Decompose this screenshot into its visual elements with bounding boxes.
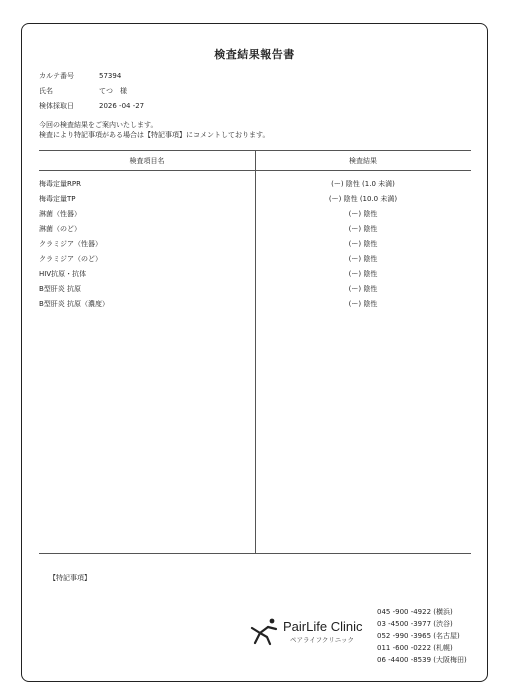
table-row [39,177,471,192]
phone-yokohama: 045 -900 -4922 (横浜) [377,608,453,616]
intro-line-1: 今回の検査結果をご案内いたします。 [39,121,158,129]
test-item-name: B型肝炎 抗原（濃度） [39,300,110,308]
patient-name-value: てつ 様 [99,86,127,95]
report-sheet [21,23,488,682]
test-item-name: 淋菌（性器） [39,210,81,218]
clinic-phone-list [377,607,467,667]
intro-text [39,120,269,140]
table-row [39,237,471,252]
test-item-name: B型肝炎 抗原 [39,285,82,293]
test-result: (ー) 陰性 [348,285,378,293]
test-item-name: クラミジア（のど） [39,255,102,263]
patient-name-label: 氏名 [39,86,53,95]
test-result: (ー) 陰性 [348,300,378,308]
test-item-name: 梅毒定量RPR [39,180,81,188]
test-result: (ー) 陰性 (10.0 未満) [328,195,398,203]
chart-number-row [39,68,144,83]
phone-nagoya: 052 -990 -3965 (名古屋) [377,632,460,640]
test-item-name: 淋菌（のど） [39,225,81,233]
chart-number-value: 57394 [99,71,122,80]
table-row [39,297,471,312]
table-row [39,267,471,282]
table-row [39,222,471,237]
test-result: (ー) 陰性 (1.0 未満) [331,180,395,188]
test-item-name: HIV抗原・抗体 [39,270,87,278]
intro-line-2: 検査により特記事項がある場合は【特記事項】にコメントしております。 [39,131,270,139]
collection-date-value: 2026 -04 -27 [99,101,145,110]
test-result: (ー) 陰性 [348,255,378,263]
clinic-name: PairLife Clinic [283,619,363,634]
test-result: (ー) 陰性 [348,225,378,233]
report-title: 検査結果報告書 [214,48,295,61]
clinic-name-kana: ペアライフクリニック [290,636,355,644]
table-row [39,252,471,267]
test-result: (ー) 陰性 [348,210,378,218]
test-result: (ー) 陰性 [348,270,378,278]
running-figure-icon [249,616,281,646]
special-notes-label: 【特記事項】 [49,574,91,582]
collection-date-label: 検体採取日 [39,101,74,110]
phone-osaka-umeda: 06 -4400 -8539 (大阪梅田) [377,656,467,664]
table-row [39,207,471,222]
chart-number-label: カルテ番号 [39,71,74,80]
clinic-logo [249,616,373,648]
table-row [39,282,471,297]
test-item-name: 梅毒定量TP [39,195,76,203]
test-item-name: クラミジア（性器） [39,240,102,248]
phone-sapporo: 011 -600 -0222 (札幌) [377,644,453,652]
results-table [39,150,471,554]
table-rows [39,177,471,312]
patient-name-row [39,83,144,98]
test-result: (ー) 陰性 [348,240,378,248]
phone-shibuya: 03 -4500 -3977 (渋谷) [377,620,453,628]
header-item-name: 検査項目名 [129,157,165,165]
collection-date-row [39,98,144,113]
patient-info [39,68,144,113]
header-result: 検査結果 [349,157,377,165]
table-row [39,192,471,207]
